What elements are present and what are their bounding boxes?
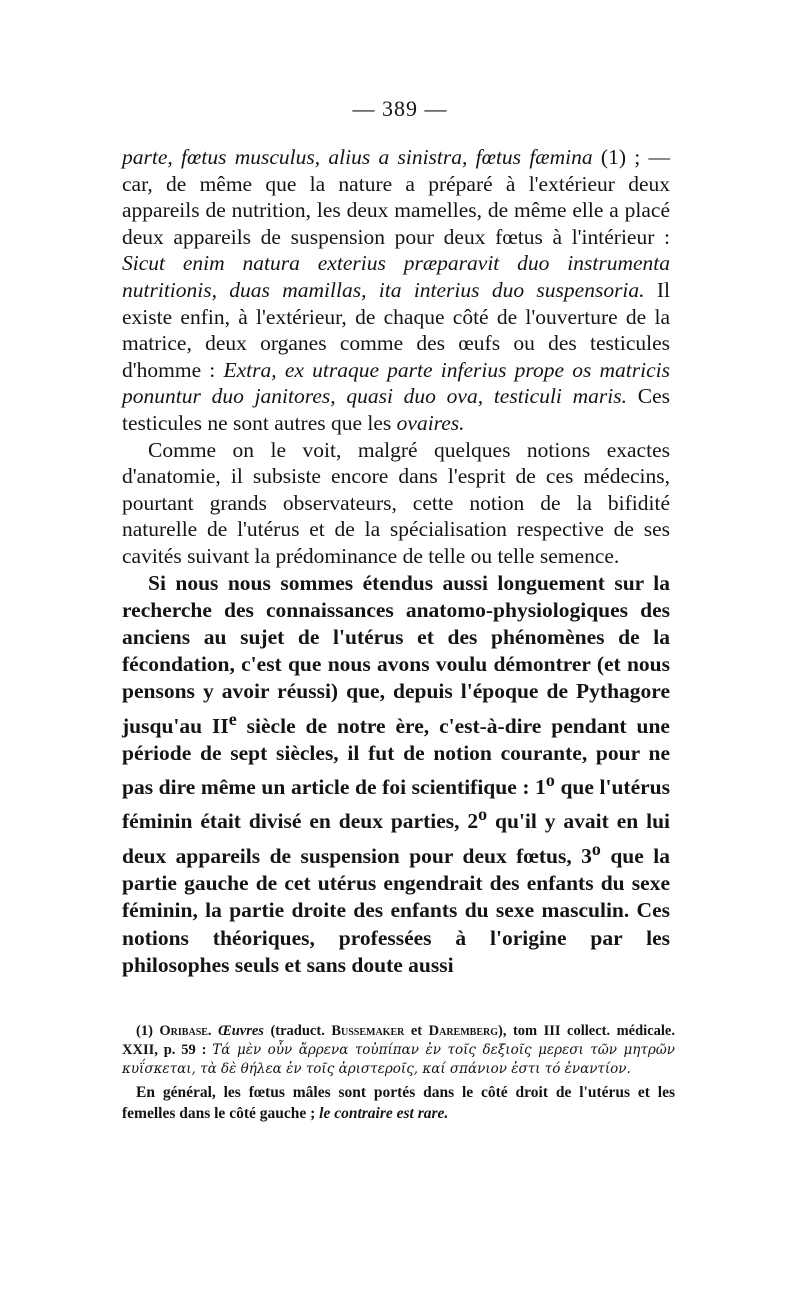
text-run: (traduct.: [263, 1023, 332, 1039]
superscript: e: [228, 708, 237, 729]
text-run: qu'il y avait en lui deux appareils de suspension pour deux fœtus, 3: [122, 809, 671, 868]
text-run: Il existe enfin, à l'extérieur, de chaque côté de l'ouverture de la matrice, deux organes comme des œufs ou des testicules d'homme :: [122, 277, 670, 382]
italic-run: le contraire est rare.: [319, 1105, 449, 1122]
text-run: siècle de notre ère, c'est-à-dire pendant une période de sept siècles, il fut de notion courante, pour ne pas dire même un article de foi scientifique : 1: [122, 713, 670, 800]
text-run: Comme on le voit, malgré quelques notions exactes d'anatomie, il subsiste encore dans l'esprit de ces médecins, pourtant grands observateurs, cette notion de la bifidité naturelle de l'utérus et de la spécialisation respective de ses cavités suivant la prédominance de telle ou telle semence.: [122, 437, 670, 568]
text-run: que l'utérus féminin était divisé en deux parties, 2: [122, 775, 670, 834]
small-caps-run: Daremberg: [428, 1023, 498, 1039]
superscript: o: [545, 770, 555, 791]
paragraph-3: [122, 570, 670, 979]
text-run: Si nous nous sommes étendus aussi longuement sur la recherche des connaissances anatomo-physiologiques des anciens au sujet de l'utérus et des phénomènes de la fécondation, c'est que nous avons voulu démontrer (et nous pensons y avoir réussi) que, depuis l'époque de Pythagore jusqu'au II: [122, 570, 670, 738]
text-run: (1) ; — car, de même que la nature a préparé à l'extérieur deux appareils de nutrition, les deux mamelles, de même elle a placé deux appareils de suspension pour deux fœtus à l'intérieur :: [122, 145, 670, 249]
page-number: — 389 —: [352, 96, 448, 121]
footnote-2: [122, 1082, 675, 1124]
text-run: et: [404, 1023, 429, 1039]
italic-run: Sicut enim natura exterius præparavit duo instrumenta nutritionis, duas mamillas, ita interius duo suspensoria.: [122, 251, 670, 302]
footnotes: [122, 1022, 675, 1124]
text-run: (1): [136, 1023, 160, 1039]
main-text: [122, 144, 670, 979]
superscript: o: [591, 838, 601, 859]
superscript: o: [478, 804, 488, 825]
italic-run: ovaires.: [396, 410, 465, 435]
italic-run: Extra, ex utraque parte inferius prope os matricis ponuntur duo janitores, quasi duo ova, testiculi maris.: [122, 357, 670, 409]
footnote-1: [122, 1022, 675, 1079]
text-run: ), tom III collect. médicale. XXII, p. 59 :: [122, 1023, 675, 1058]
text-run: En général, les fœtus mâles sont portés dans le côté droit de l'utérus et les femelles dans le côté gauche ;: [122, 1084, 675, 1122]
paragraph-2: [122, 437, 670, 570]
greek-quote: Τά μὲν οὖν ἄρρενα τοὐπίπαν ἐν τοῖς δεξιοῖς μερεσι τῶν μητρῶν κυΐσκεται, τὰ δὲ θήλεα ἐν τοῖς ἀριστεροῖς, καί σπάνιον ἐστι τό ἐναντίον.: [122, 1042, 675, 1077]
italic-run: Œuvres: [218, 1023, 264, 1039]
paragraph-1: [122, 144, 670, 437]
text-run: que la partie gauche de cet utérus engendrait des enfants du sexe féminin, la partie droite des enfants du sexe masculin. Ces notions théoriques, professées à l'origine par les philosophes seuls et sans doute aussi: [122, 843, 670, 977]
small-caps-run: Oribase.: [159, 1023, 212, 1039]
text-run: Ces testicules ne sont autres que les: [122, 384, 670, 435]
small-caps-run: Bussemaker: [331, 1023, 405, 1039]
italic-run: parte, fœtus musculus, alius a sinistra, fœtus fæmina: [122, 145, 593, 169]
